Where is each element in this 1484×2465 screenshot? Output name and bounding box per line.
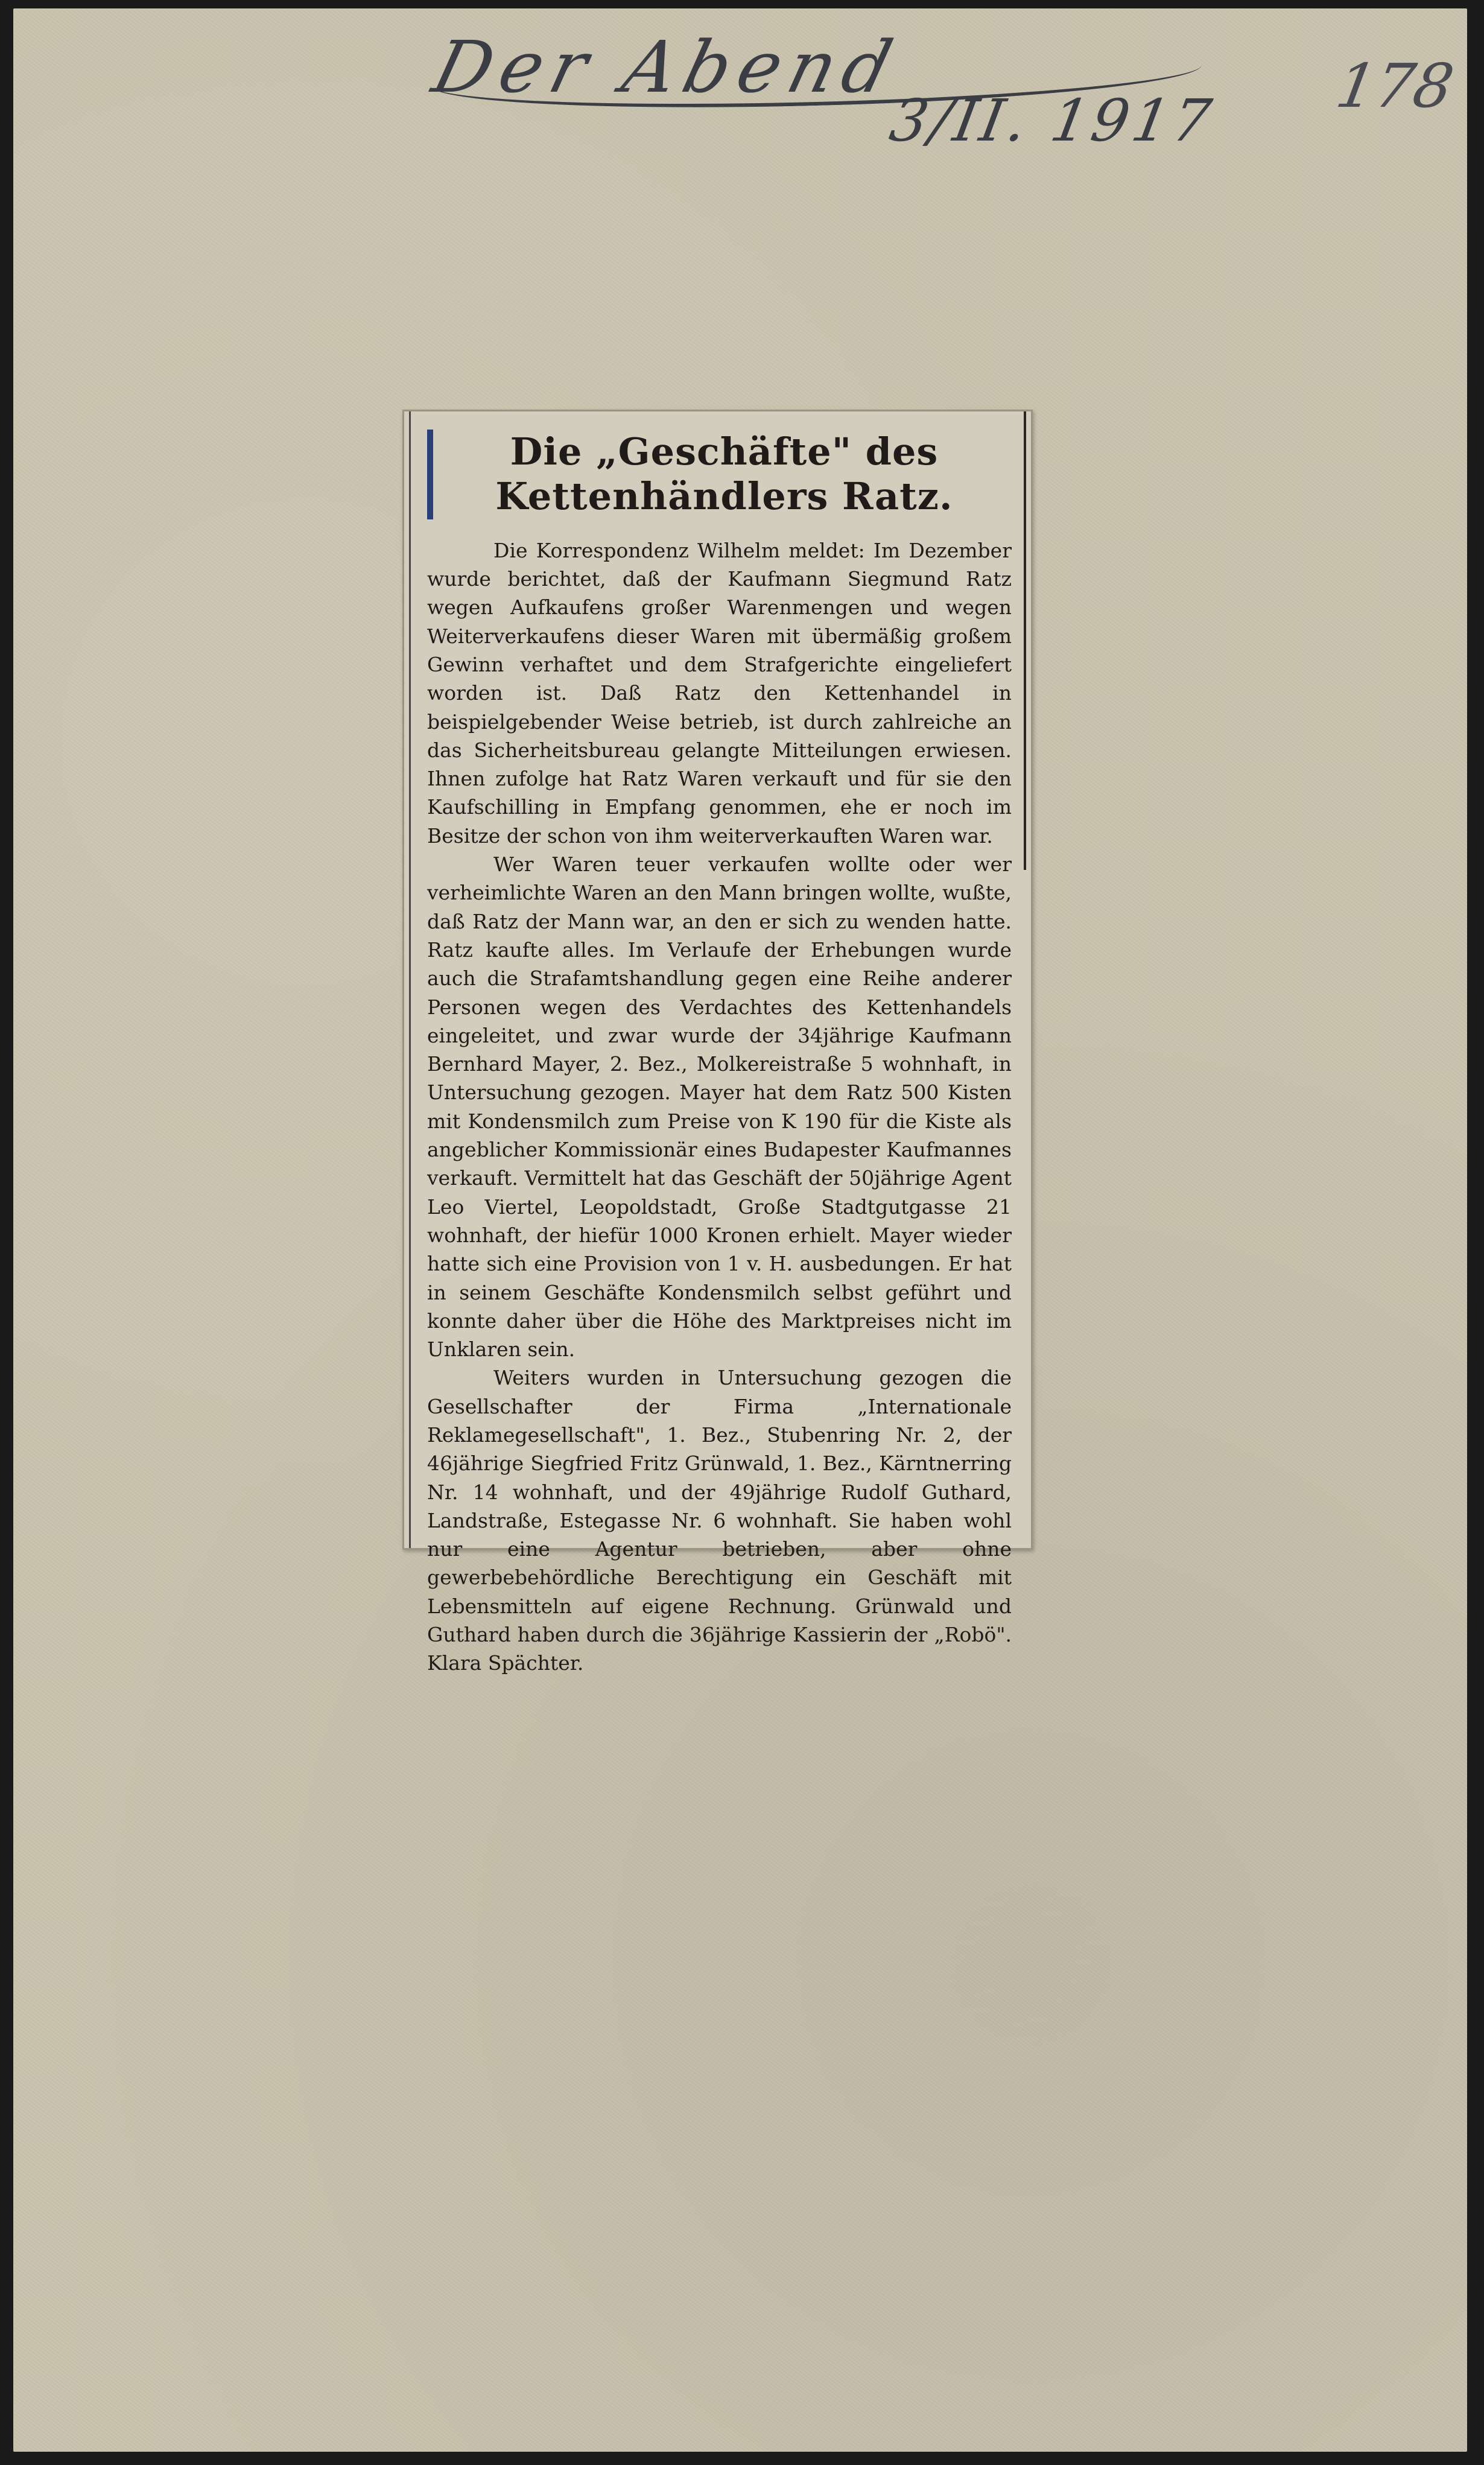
- handwritten-date: 3/II. 1917: [885, 87, 1220, 154]
- clipping-column-rule-left: [409, 411, 411, 1548]
- article-headline: [427, 430, 1012, 519]
- newspaper-clipping: [402, 410, 1033, 1675]
- headline-text: Die „Geschäfte" des Kettenhändlers Ratz.: [427, 430, 1012, 519]
- folio-number: 178: [1331, 51, 1459, 121]
- handwritten-newspaper-title: Der Abend: [425, 25, 908, 109]
- clipping-column-rule-right: [1024, 411, 1026, 870]
- article-paragraph: Wer Waren teuer verkaufen wollte oder wer verheimlichte Waren an den Mann bringen wollte, wußte, daß Ratz der Mann war, an den er sich zu wenden hatte. Ratz kaufte alles. Im Verlaufe der Erhebungen wurde auch die Strafamtshandlung gegen eine Reihe anderer Personen wegen des Verdachtes des Kettenhandels eingeleitet, und zwar wurde der 34jährige Kaufmann Bernhard Mayer, 2. Bez., Molkereistraße 5 wohnhaft, in Untersuchung gezogen. Mayer hat dem Ratz 500 Kisten mit Kondensmilch zum Preise von K 190 für die Kiste als angeblicher Kommissionär eines Budapester Kaufmannes verkauft. Vermittelt hat das Geschäft der 50jährige Agent Leo Viertel, Leopoldstadt, Große Stadtgutgasse 21 wohnhaft, der hiefür 1000 Kronen erhielt. Mayer wieder hatte sich eine Provision von 1 v. H. ausbedungen. Er hat in seinem Geschäfte Kondensmilch selbst geführt und konnte daher über die Höhe des Marktpreises nicht im Unklaren sein.: [427, 852, 1012, 1362]
- article-paragraph: Weiters wurden in Untersuchung gezogen die Gesellschafter der Firma „Internationale Reklamegesellschaft", 1. Bez., Stubenring Nr. 2, der 46jährige Siegfried Fritz Grünwald, 1. Bez., Kärntnerring Nr. 14 wohnhaft, und der 49jährige Rudolf Guthard, Landstraße, Estegasse Nr. 6 wohnhaft. Sie haben wohl nur eine Agentur betrieben, aber ohne gewerbebehördliche Berechtigung ein Geschäft mit Lebensmitteln auf eigene Rechnung. Grünwald und Guthard haben durch die 36jährige Kassierin der „Robö". Klara Spächter.: [427, 1366, 1012, 1675]
- article-body: [427, 536, 1012, 1678]
- article-paragraph: Die Korrespondenz Wilhelm meldet: Im Dezember wurde berichtet, daß der Kaufmann Siegmund Ratz wegen Aufkaufens großer Warenmengen und wegen Weiterverkaufens dieser Waren mit übermäßig großem Gewinn verhaftet und dem Strafgerichte eingeliefert worden ist. Daß Ratz den Kettenhandel in beispielgebender Weise betrieb, ist durch zahlreiche an das Sicherheitsbureau gelangte Mitteilungen erwiesen. Ihnen zufolge hat Ratz Waren verkauft und für sie den Kaufschilling in Empfang genommen, ehe er noch im Besitze der schon von ihm weiterverkauften Waren war.: [427, 538, 1012, 848]
- archive-sheet: [13, 8, 1467, 2452]
